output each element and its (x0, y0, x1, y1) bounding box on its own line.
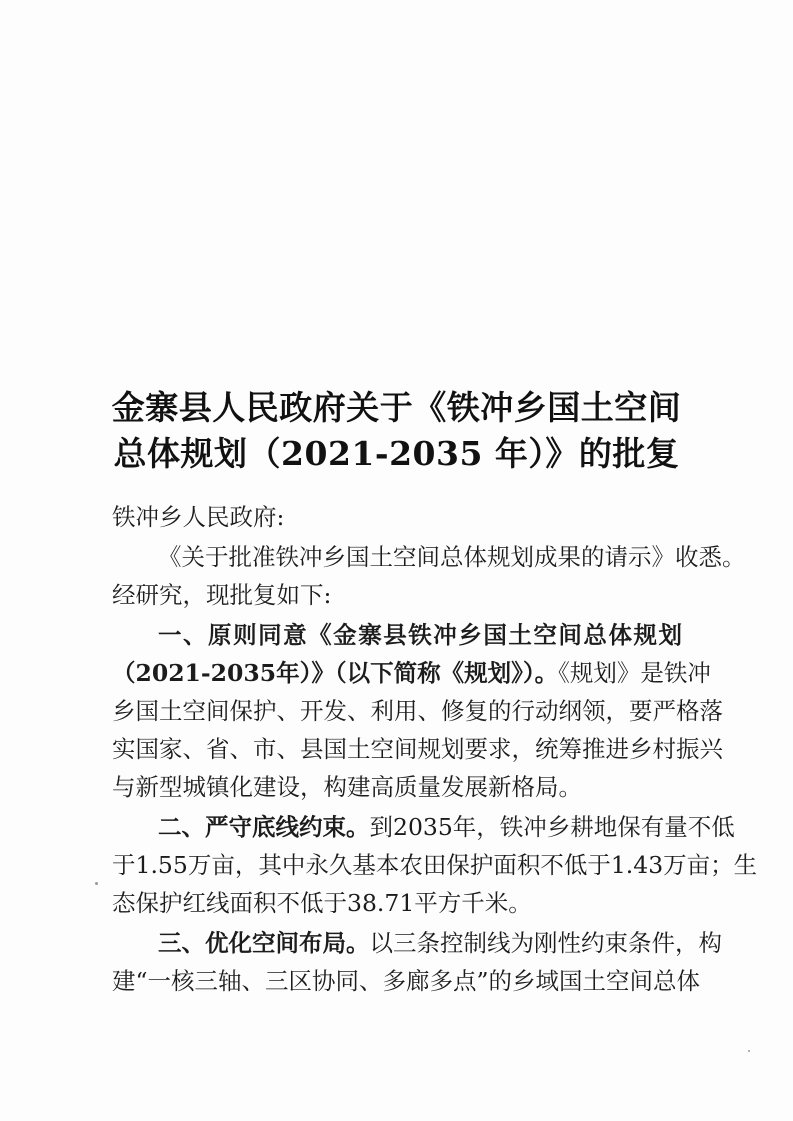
section-3-line-1-rest: 以三条控制线为刚性约束条件，构 (369, 929, 722, 957)
section-1-heading-line-1: 一、原则同意《金寨县铁冲乡国土空间总体规划 (158, 621, 682, 649)
section-2-line-2: 于1.55万亩，其中永久基本农田保护面积不低于1.43万亩；生 (112, 851, 758, 879)
scan-speck (95, 882, 98, 885)
document-title-line-1: 金寨县人民政府关于《铁冲乡国土空间 (111, 388, 682, 427)
section-2-line-1-rest: 到2035年，铁冲乡耕地保有量不低 (369, 813, 735, 841)
intro-paragraph-line-2: 经研究，现批复如下: (112, 581, 332, 609)
section-2-heading: 二、严守底线约束。 (158, 813, 370, 841)
intro-paragraph-line-1: 《关于批准铁冲乡国土空间总体规划成果的请示》收悉。 (158, 543, 746, 571)
section-1-heading-line-2: （2021-2035年）》（以下简称《规划》）。 (112, 659, 559, 687)
section-3-line-1 (158, 926, 722, 961)
section-2-line-1 (158, 810, 735, 845)
document-title-line-2: 总体规划（2021-2035 年）》的批复 (113, 434, 680, 473)
section-1-line-3: 乡国土空间保护、开发、利用、修复的行动纲领，要严格落 (112, 697, 723, 725)
section-2-line-3: 态保护红线面积不低于38.71平方千米。 (112, 889, 532, 917)
section-1-line-2-rest: 《规划》是铁冲 (558, 659, 711, 687)
salutation: 铁冲乡人民政府: (112, 503, 285, 531)
section-3-heading: 三、优化空间布局。 (158, 929, 370, 957)
scan-speck (748, 1050, 750, 1052)
section-3-line-2: 建“一核三轴、三区协同、多廊多点”的乡域国土空间总体 (112, 967, 701, 995)
section-1-line-2 (112, 656, 711, 691)
section-1-line-4: 实国家、省、市、县国土空间规划要求，统筹推进乡村振兴 (112, 735, 723, 763)
section-1-line-5: 与新型城镇化建设，构建高质量发展新格局。 (112, 773, 582, 801)
